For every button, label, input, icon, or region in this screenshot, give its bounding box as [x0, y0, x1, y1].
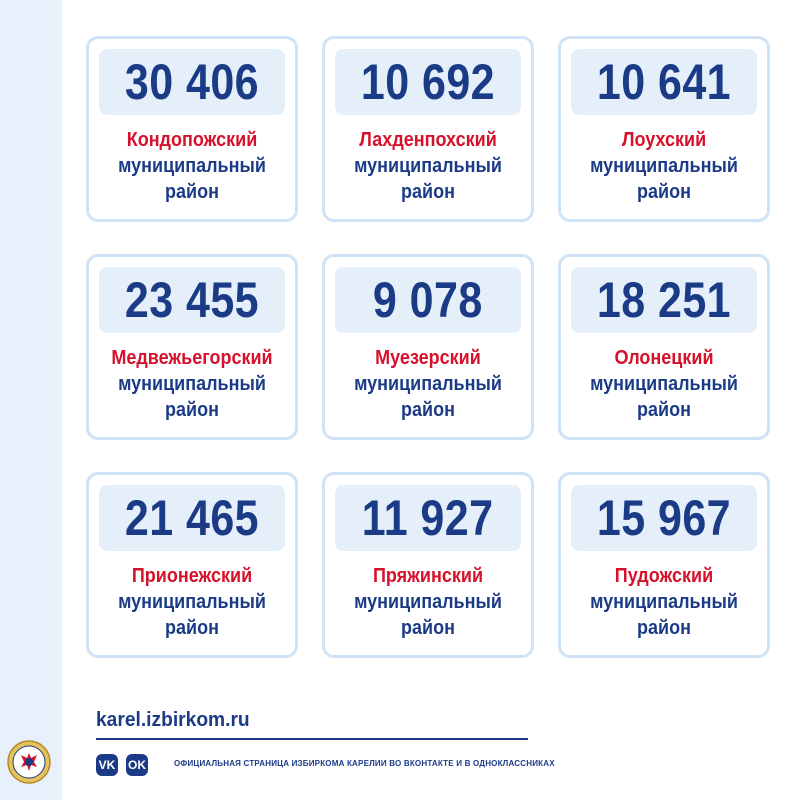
district-label [561, 563, 767, 641]
number-box [335, 485, 521, 551]
social-caption: ОФИЦИАЛЬНАЯ СТРАНИЦА ИЗБИРКОМА КАРЕЛИИ ВО ВКОНТАКТЕ И В ОДНОКЛАССНИКАХ [174, 759, 555, 768]
district-label [325, 345, 531, 423]
district-type-line-2: район [165, 617, 219, 639]
district-name: Прионежский [131, 565, 253, 587]
district-type-line-1: муниципальный [354, 155, 502, 177]
district-type-line-2: район [637, 617, 691, 639]
district-type-line-2: район [401, 399, 455, 421]
voter-count: 11 927 [362, 490, 494, 546]
district-card [558, 36, 770, 222]
website-underline [96, 738, 528, 740]
state-emblem-icon [7, 740, 51, 784]
vk-icon[interactable]: VK [96, 754, 118, 776]
district-cards-grid [86, 36, 776, 662]
odnoklassniki-icon[interactable]: OK [126, 754, 148, 776]
district-type-line-1: муниципальный [354, 591, 502, 613]
voter-count: 9 078 [373, 272, 483, 328]
number-box [571, 485, 757, 551]
district-label [325, 563, 531, 641]
number-box [335, 267, 521, 333]
social-icons [96, 754, 148, 776]
voter-count: 23 455 [124, 272, 260, 328]
district-type-line-1: муниципальный [354, 373, 502, 395]
district-type-line-1: муниципальный [118, 155, 266, 177]
district-name: Медвежьегорский [111, 347, 273, 369]
district-label [89, 563, 295, 641]
district-type-line-1: муниципальный [590, 591, 738, 613]
district-card [558, 254, 770, 440]
district-name: Пудожский [614, 565, 714, 587]
number-box [571, 267, 757, 333]
voter-count: 10 692 [360, 54, 496, 110]
district-type-line-2: район [637, 399, 691, 421]
district-label [89, 345, 295, 423]
voter-count: 21 465 [124, 490, 260, 546]
voter-count: 10 641 [596, 54, 732, 110]
district-label [561, 127, 767, 205]
district-type-line-1: муниципальный [118, 373, 266, 395]
district-name: Лоухский [621, 129, 707, 151]
district-card [558, 472, 770, 658]
district-type-line-2: район [165, 181, 219, 203]
district-name: Муезерский [375, 347, 481, 369]
district-type-line-2: район [401, 617, 455, 639]
district-type-line-1: муниципальный [118, 591, 266, 613]
district-label [561, 345, 767, 423]
district-type-line-1: муниципальный [590, 155, 738, 177]
district-card [322, 254, 534, 440]
district-card [86, 254, 298, 440]
voter-count: 30 406 [124, 54, 260, 110]
district-name: Лахденпохский [359, 129, 497, 151]
district-type-line-1: муниципальный [590, 373, 738, 395]
district-type-line-2: район [637, 181, 691, 203]
district-card [322, 36, 534, 222]
district-card [86, 36, 298, 222]
district-type-line-2: район [165, 399, 219, 421]
voter-count: 18 251 [596, 272, 732, 328]
number-box [99, 49, 285, 115]
left-decorative-strip [0, 0, 62, 800]
district-label [89, 127, 295, 205]
district-card [322, 472, 534, 658]
voter-count: 15 967 [596, 490, 732, 546]
district-name: Кондопожский [126, 129, 258, 151]
district-label [325, 127, 531, 205]
district-card [86, 472, 298, 658]
number-box [335, 49, 521, 115]
number-box [99, 485, 285, 551]
website-link[interactable]: karel.izbirkom.ru [96, 709, 250, 731]
district-name: Пряжинский [372, 565, 484, 587]
number-box [571, 49, 757, 115]
district-name: Олонецкий [614, 347, 714, 369]
district-type-line-2: район [401, 181, 455, 203]
number-box [99, 267, 285, 333]
